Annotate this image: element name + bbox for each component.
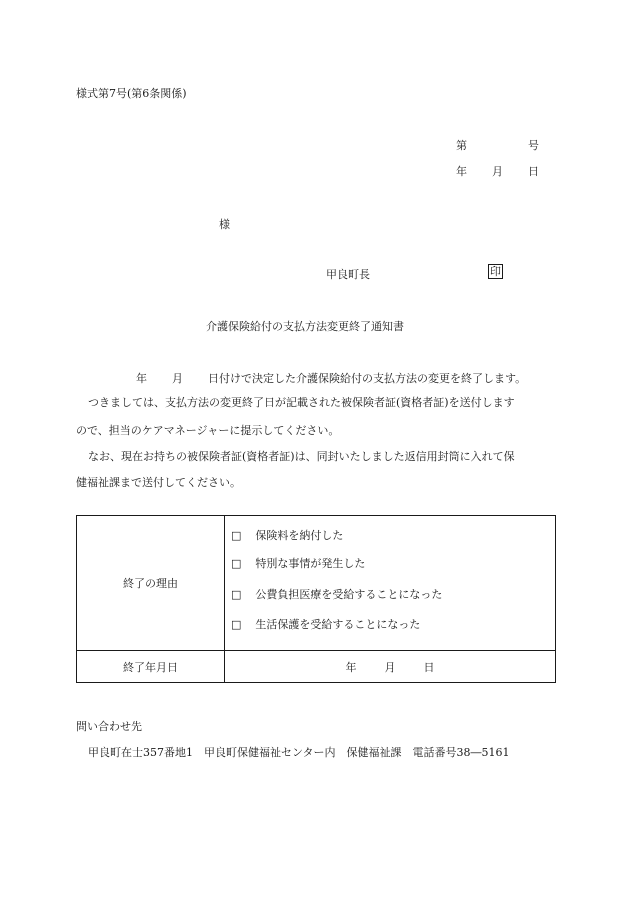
termination-table: [76, 515, 556, 683]
document-title: 介護保険給付の支払方法変更終了通知書: [206, 320, 404, 333]
reason-text: 生活保護を受給することになった: [255, 618, 421, 631]
end-date-hi: 日: [423, 660, 435, 674]
end-date-label: 終了年月日: [77, 651, 225, 683]
date-nen: 年: [456, 165, 467, 178]
body-line5: 健福祉課まで送付してください。: [76, 476, 241, 489]
addressee-sama: 様: [219, 218, 230, 231]
reason-text: 特別な事情が発生した: [255, 557, 366, 570]
body-line1-text: 日付けで決定した介護保険給付の支払方法の変更を終了します。: [208, 372, 527, 385]
reason-option: [225, 516, 555, 548]
body-line3: ので、担当のケアマネージャーに提示してください。: [76, 424, 340, 437]
checkbox-icon[interactable]: □: [231, 557, 242, 570]
body-line1-nen: 年: [136, 372, 147, 385]
end-date-value: [225, 651, 556, 683]
seal-text: 印: [490, 265, 501, 278]
end-date-nen: 年: [345, 660, 357, 674]
reason-row: [77, 516, 556, 651]
number-dai: 第: [456, 139, 467, 152]
form-label: 様式第7号(第6条関係): [76, 87, 187, 100]
contact-heading: 問い合わせ先: [76, 720, 142, 733]
checkbox-icon[interactable]: □: [231, 529, 242, 542]
contact-detail: 甲良町在士357番地1 甲良町保健福祉センター内 保健福祉課 電話番号38―5161: [88, 746, 510, 759]
issuer-name: 甲良町長: [326, 268, 370, 281]
body-line2: つきましては、支払方法の変更終了日が記載された被保険者証(資格者証)を送付します: [88, 396, 515, 409]
date-hi: 日: [528, 165, 539, 178]
reason-options: [225, 516, 556, 651]
reason-label: 終了の理由: [77, 516, 225, 651]
seal-mark: [488, 264, 503, 279]
number-go: 号: [528, 139, 539, 152]
body-line4: なお、現在お持ちの被保険者証(資格者証)は、同封いたしました返信用封筒に入れて保: [88, 450, 515, 463]
reason-option: [225, 548, 555, 579]
checkbox-icon[interactable]: □: [231, 618, 242, 631]
date-tsuki: 月: [492, 165, 503, 178]
reason-text: 保険料を納付した: [255, 529, 344, 542]
reason-option: [225, 579, 555, 610]
checkbox-icon[interactable]: □: [231, 588, 242, 601]
end-date-row: [77, 651, 556, 683]
end-date-tsuki: 月: [384, 660, 396, 674]
reason-option: [225, 610, 555, 650]
reason-text: 公費負担医療を受給することになった: [255, 588, 443, 601]
body-line1-tsuki: 月: [172, 372, 183, 385]
